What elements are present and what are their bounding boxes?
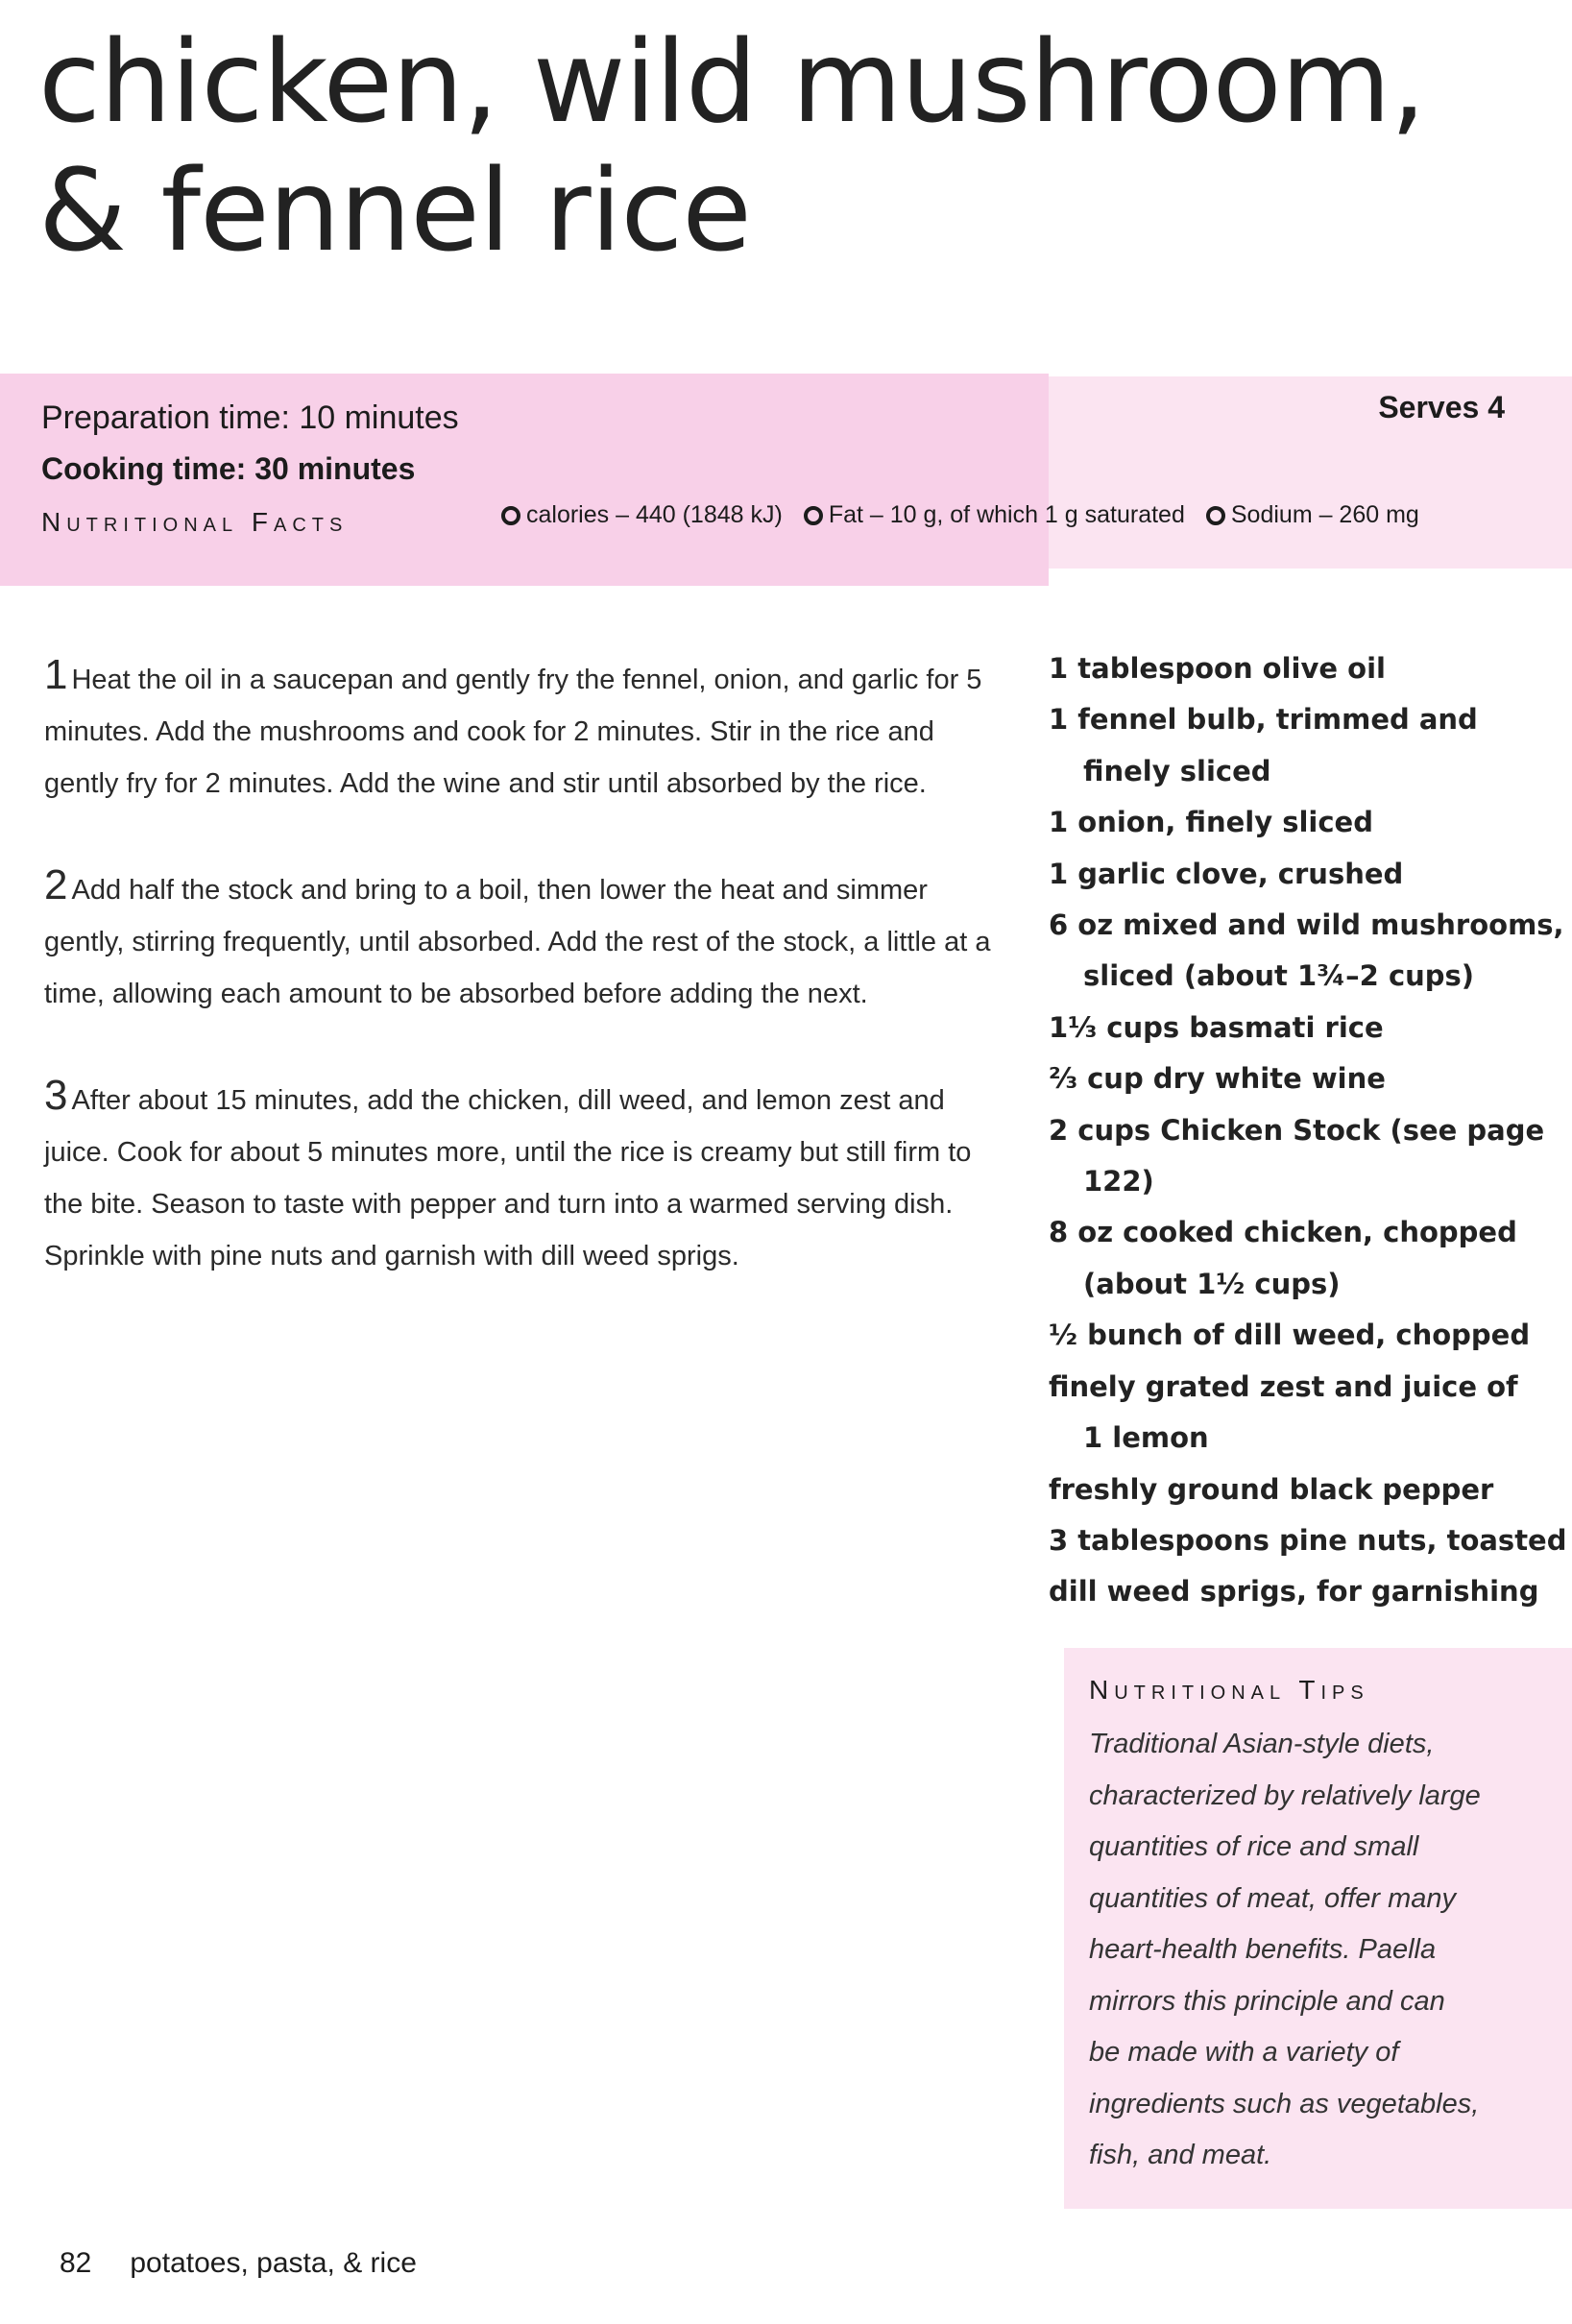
- tip-line: characterized by relatively large: [1089, 1779, 1481, 1811]
- ingredient: 1 fennel bulb, trimmed and: [1049, 703, 1478, 737]
- prep-time: Preparation time: 10 minutes: [41, 399, 459, 436]
- nutritional-tips-text: [1089, 1719, 1481, 2182]
- ingredient: sliced (about 1¾–2 cups): [1083, 959, 1475, 993]
- step-number: 1: [44, 651, 68, 698]
- fact-calories: [501, 501, 783, 529]
- recipe-title: [38, 17, 1425, 275]
- ingredient: 1 lemon: [1083, 1421, 1209, 1455]
- fact-text: Sodium – 260 mg: [1230, 501, 1419, 528]
- step-1: [44, 649, 1014, 810]
- method-steps: [44, 649, 1014, 1332]
- ingredient: 2 cups Chicken Stock (see page: [1049, 1113, 1545, 1147]
- tip-line: fish, and meat.: [1089, 2140, 1272, 2170]
- bullet-icon: [1206, 506, 1225, 525]
- nutritional-tips-heading: Nutritional Tips: [1089, 1675, 1369, 1705]
- title-line: & fennel rice: [38, 144, 751, 277]
- tip-line: Traditional Asian-style diets,: [1089, 1729, 1435, 1759]
- page-number: 82: [60, 2247, 92, 2279]
- ingredient: finely grated zest and juice of: [1049, 1369, 1518, 1403]
- fact-text: calories – 440 (1848 kJ): [526, 501, 783, 528]
- nutritional-facts-label: Nutritional Facts: [41, 507, 349, 537]
- ingredients-list: [1049, 643, 1567, 1618]
- tip-line: heart-health benefits. Paella: [1089, 1934, 1437, 1965]
- ingredient: 122): [1083, 1165, 1154, 1198]
- step-text: Heat the oil in a saucepan and gently fry the fennel, onion, and garlic for 5 minutes. Add the mushrooms and cook for 2 minutes. Stir in the rice and gently fry for 2 minutes. Add the wine and stir until absorbed by the rice.: [44, 665, 982, 799]
- step-number: 2: [44, 861, 68, 908]
- ingredient: 1 onion, finely sliced: [1049, 806, 1373, 839]
- tip-line: mirrors this principle and can: [1089, 1985, 1445, 2017]
- ingredient: (about 1½ cups): [1083, 1267, 1341, 1300]
- title-line: chicken, wild mushroom,: [38, 15, 1426, 148]
- ingredient: 6 oz mixed and wild mushrooms,: [1049, 908, 1564, 942]
- step-text: After about 15 minutes, add the chicken, dill weed, and lemon zest and juice. Cook for about 5 minutes more, until the rice is creamy but still firm to the bite. Season to taste with pepper and turn into a warmed serving dish. Sprinkle with pine nuts and garnish with dill weed sprigs.: [44, 1085, 972, 1271]
- ingredient: 8 oz cooked chicken, chopped: [1049, 1216, 1517, 1249]
- ingredient: 3 tablespoons pine nuts, toasted: [1049, 1523, 1567, 1557]
- ingredient: ½ bunch of dill weed, chopped: [1049, 1319, 1531, 1352]
- ingredient: finely sliced: [1083, 754, 1271, 787]
- page-footer: [60, 2247, 455, 2280]
- tip-line: quantities of rice and small: [1089, 1831, 1419, 1862]
- tip-line: be made with a variety of: [1089, 2037, 1399, 2068]
- ingredient: 1 tablespoon olive oil: [1049, 652, 1386, 685]
- tip-line: ingredients such as vegetables,: [1089, 2088, 1480, 2119]
- fact-sodium: [1206, 501, 1419, 529]
- tip-line: quantities of meat, offer many: [1089, 1882, 1457, 1914]
- ingredient: freshly ground black pepper: [1049, 1472, 1494, 1506]
- bullet-icon: [804, 506, 823, 525]
- ingredient: ⅔ cup dry white wine: [1049, 1062, 1386, 1096]
- bullet-icon: [501, 506, 520, 525]
- ingredient: 1 garlic clove, crushed: [1049, 857, 1404, 890]
- step-number: 3: [44, 1072, 68, 1119]
- fact-fat: [804, 501, 1185, 529]
- step-2: [44, 859, 1014, 1020]
- ingredient: dill weed sprigs, for garnishing: [1049, 1575, 1539, 1609]
- step-3: [44, 1070, 1014, 1282]
- section-name: potatoes, pasta, & rice: [130, 2247, 417, 2279]
- fact-text: Fat – 10 g, of which 1 g saturated: [828, 501, 1185, 528]
- step-text: Add half the stock and bring to a boil, then lower the heat and simmer gently, stirring frequently, until absorbed. Add the rest of the stock, a little at a time, allowing each amount to be absorbed before adding the next.: [44, 875, 991, 1009]
- cook-time: Cooking time: 30 minutes: [41, 451, 416, 486]
- nutritional-facts: [501, 501, 1419, 529]
- serves: Serves 4: [1378, 390, 1505, 424]
- ingredient: 1⅓ cups basmati rice: [1049, 1010, 1384, 1044]
